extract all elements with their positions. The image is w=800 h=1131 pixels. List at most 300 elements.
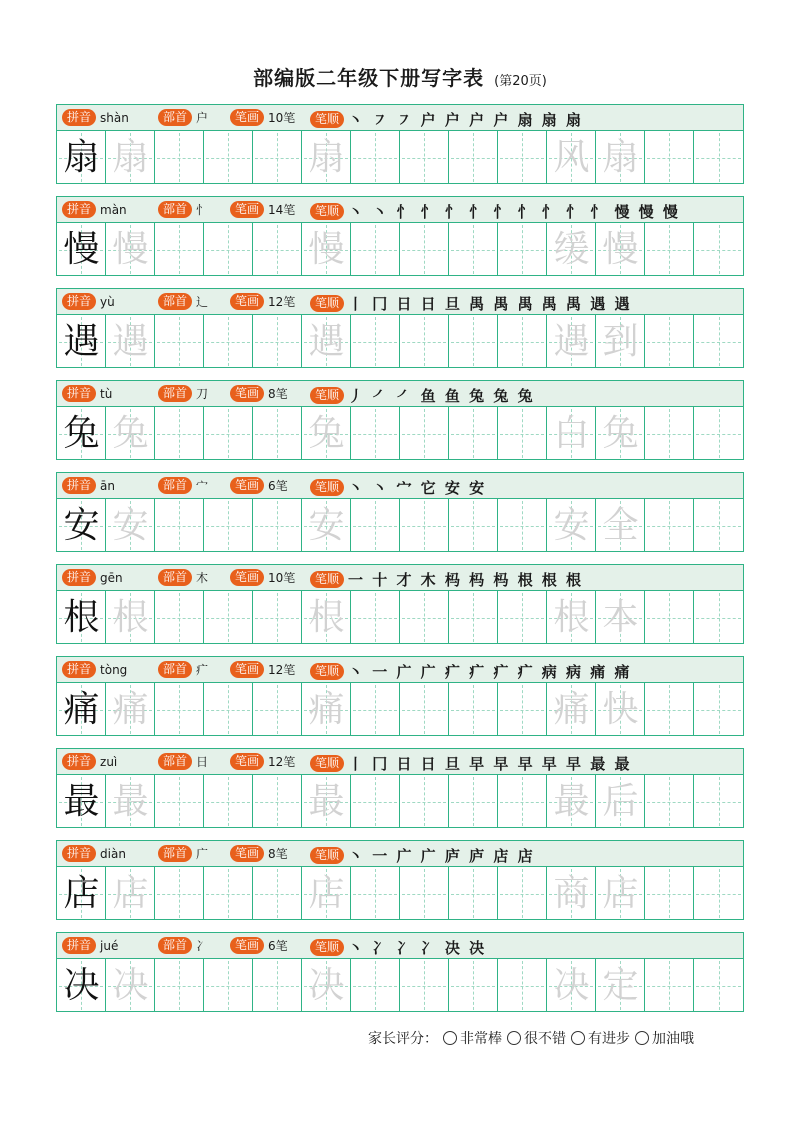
row-header — [57, 381, 743, 407]
radical-value: 日 — [196, 755, 209, 769]
grid-cell[interactable] — [694, 131, 743, 184]
trace-character: 扇 — [112, 137, 149, 178]
trace-word-character: 安 — [553, 505, 590, 546]
grid-cell[interactable] — [57, 867, 106, 920]
writing-grid — [57, 683, 743, 736]
grid-cell[interactable] — [596, 131, 645, 184]
character-row — [56, 104, 744, 184]
radical-value: 忄 — [196, 203, 209, 217]
grid-cell[interactable] — [302, 591, 351, 644]
grid-cell[interactable] — [400, 499, 449, 552]
grid-cell[interactable] — [57, 683, 106, 736]
grid-cell[interactable] — [547, 407, 596, 460]
trace-character: 遇 — [308, 321, 345, 362]
radical-value: 冫 — [196, 939, 209, 953]
grid-cell[interactable] — [498, 131, 547, 184]
grid-cell[interactable] — [694, 591, 743, 644]
stroke-count-value: 14笔 — [268, 203, 296, 217]
stroke-order-value: 丿 ㇒ ㇒ 鱼 鱼 兔 兔 兔 — [348, 387, 535, 405]
writing-grid — [57, 775, 743, 828]
grid-cell[interactable] — [498, 499, 547, 552]
stroke-order-value: 丨 冂 日 日 旦 禺 禺 禺 禺 禺 遇 遇 — [348, 295, 632, 313]
stroke-order-tag: 笔顺 — [310, 203, 344, 220]
trace-word-character: 痛 — [553, 689, 590, 730]
writing-grid — [57, 867, 743, 920]
trace-character: 兔 — [112, 413, 149, 454]
grid-cell[interactable] — [253, 959, 302, 1012]
trace-word-character: 兔 — [602, 413, 639, 454]
rating-radio-2[interactable] — [507, 1031, 521, 1045]
grid-cell[interactable] — [498, 315, 547, 368]
pinyin-tag: 拼音 — [62, 477, 96, 494]
grid-cell[interactable] — [106, 223, 155, 276]
trace-word-character: 店 — [602, 873, 639, 914]
row-header — [57, 657, 743, 683]
grid-cell[interactable] — [302, 407, 351, 460]
grid-cell[interactable] — [57, 499, 106, 552]
grid-cell[interactable] — [204, 775, 253, 828]
grid-cell[interactable] — [596, 407, 645, 460]
grid-cell[interactable] — [596, 683, 645, 736]
grid-cell[interactable] — [449, 407, 498, 460]
grid-cell[interactable] — [253, 223, 302, 276]
stroke-count-value: 12笔 — [268, 755, 296, 769]
row-header — [57, 933, 743, 959]
grid-cell[interactable] — [596, 959, 645, 1012]
grid-cell[interactable] — [106, 683, 155, 736]
stroke-count-tag: 笔画 — [230, 385, 264, 402]
trace-word-character: 快 — [602, 689, 639, 730]
trace-character: 遇 — [112, 321, 149, 362]
rating-option-3: 有进步 — [588, 1031, 630, 1047]
rating-radio-4[interactable] — [635, 1031, 649, 1045]
stroke-count-tag: 笔画 — [230, 845, 264, 862]
pinyin-value: gēn — [100, 570, 123, 585]
character-row — [56, 472, 744, 552]
stroke-count-value: 6笔 — [268, 939, 288, 953]
trace-character: 店 — [112, 873, 149, 914]
trace-word-character: 遇 — [553, 321, 590, 362]
radical-tag: 部首 — [158, 845, 192, 862]
grid-cell[interactable] — [498, 867, 547, 920]
radical-value: 宀 — [196, 479, 209, 493]
parent-rating — [368, 1028, 694, 1048]
rating-option-4: 加油哦 — [652, 1031, 694, 1047]
pinyin-value: zuì — [100, 754, 118, 769]
row-header — [57, 749, 743, 775]
trace-word-character: 缓 — [553, 229, 590, 270]
grid-cell[interactable] — [547, 499, 596, 552]
grid-cell[interactable] — [694, 499, 743, 552]
stroke-count-value: 8笔 — [268, 847, 288, 861]
radical-value: 疒 — [196, 663, 209, 677]
stroke-order-tag: 笔顺 — [310, 295, 344, 312]
grid-cell[interactable] — [498, 683, 547, 736]
grid-cell[interactable] — [400, 959, 449, 1012]
trace-character: 痛 — [112, 689, 149, 730]
stroke-order-value: 一 十 才 木 杩 杩 杩 根 根 根 — [348, 571, 584, 589]
character-row — [56, 840, 744, 920]
pinyin-tag: 拼音 — [62, 661, 96, 678]
stroke-count-tag: 笔画 — [230, 201, 264, 218]
pinyin-tag: 拼音 — [62, 293, 96, 310]
pinyin-tag: 拼音 — [62, 937, 96, 954]
row-header — [57, 565, 743, 591]
radical-tag: 部首 — [158, 753, 192, 770]
trace-character: 扇 — [308, 137, 345, 178]
grid-cell[interactable] — [302, 223, 351, 276]
trace-character: 慢 — [308, 229, 345, 270]
pinyin-value: jué — [100, 938, 119, 953]
grid-cell[interactable] — [253, 315, 302, 368]
trace-character: 安 — [308, 505, 345, 546]
radical-tag: 部首 — [158, 937, 192, 954]
grid-cell[interactable] — [596, 775, 645, 828]
writing-grid — [57, 315, 743, 368]
trace-word-character: 到 — [602, 321, 639, 362]
model-character: 安 — [63, 505, 100, 546]
radical-value: 户 — [196, 111, 209, 125]
stroke-order-tag: 笔顺 — [310, 571, 344, 588]
pinyin-tag: 拼音 — [62, 753, 96, 770]
model-character: 慢 — [63, 229, 100, 270]
grid-cell[interactable] — [645, 315, 694, 368]
grid-cell[interactable] — [645, 683, 694, 736]
character-row — [56, 564, 744, 644]
grid-cell[interactable] — [645, 407, 694, 460]
trace-character: 安 — [112, 505, 149, 546]
stroke-count-value: 6笔 — [268, 479, 288, 493]
grid-cell[interactable] — [106, 591, 155, 644]
grid-cell[interactable] — [155, 591, 204, 644]
grid-cell[interactable] — [400, 131, 449, 184]
grid-cell[interactable] — [547, 591, 596, 644]
grid-cell[interactable] — [204, 131, 253, 184]
grid-cell[interactable] — [302, 683, 351, 736]
trace-character: 兔 — [308, 413, 345, 454]
grid-cell[interactable] — [57, 131, 106, 184]
pinyin-value: màn — [100, 202, 127, 217]
stroke-count-tag: 笔画 — [230, 293, 264, 310]
stroke-order-tag: 笔顺 — [310, 663, 344, 680]
grid-cell[interactable] — [204, 407, 253, 460]
grid-cell[interactable] — [155, 131, 204, 184]
pinyin-tag: 拼音 — [62, 845, 96, 862]
row-header — [57, 473, 743, 499]
pinyin-value: diàn — [100, 846, 126, 861]
grid-cell[interactable] — [302, 775, 351, 828]
grid-cell[interactable] — [106, 775, 155, 828]
grid-cell[interactable] — [400, 775, 449, 828]
rating-label: 家长评分： — [368, 1031, 438, 1047]
grid-cell[interactable] — [155, 867, 204, 920]
grid-cell[interactable] — [547, 223, 596, 276]
stroke-order-tag: 笔顺 — [310, 387, 344, 404]
grid-cell[interactable] — [351, 407, 400, 460]
grid-cell[interactable] — [596, 591, 645, 644]
pinyin-value: shàn — [100, 110, 129, 125]
grid-cell[interactable] — [547, 315, 596, 368]
grid-cell[interactable] — [57, 315, 106, 368]
trace-word-character: 最 — [553, 781, 590, 822]
pinyin-value: ān — [100, 478, 115, 493]
radical-value: 木 — [196, 571, 209, 585]
row-header — [57, 197, 743, 223]
grid-cell[interactable] — [645, 591, 694, 644]
grid-cell[interactable] — [400, 867, 449, 920]
grid-cell[interactable] — [351, 959, 400, 1012]
grid-cell[interactable] — [694, 223, 743, 276]
stroke-order-value: 丶 冫 冫 冫 决 决 — [348, 939, 487, 957]
grid-cell[interactable] — [547, 867, 596, 920]
grid-cell[interactable] — [645, 775, 694, 828]
page-title — [0, 62, 800, 91]
grid-cell[interactable] — [400, 591, 449, 644]
stroke-count-value: 12笔 — [268, 663, 296, 677]
grid-cell[interactable] — [351, 775, 400, 828]
stroke-count-tag: 笔画 — [230, 753, 264, 770]
trace-character: 决 — [308, 965, 345, 1006]
radical-value: 刀 — [196, 387, 209, 401]
grid-cell[interactable] — [645, 223, 694, 276]
trace-character: 慢 — [112, 229, 149, 270]
pinyin-value: tù — [100, 386, 113, 401]
grid-cell[interactable] — [302, 315, 351, 368]
grid-cell[interactable] — [204, 499, 253, 552]
trace-character: 痛 — [308, 689, 345, 730]
grid-cell[interactable] — [302, 499, 351, 552]
model-character: 扇 — [63, 137, 100, 178]
grid-cell[interactable] — [155, 683, 204, 736]
rating-option-2: 很不错 — [524, 1031, 566, 1047]
grid-cell[interactable] — [351, 223, 400, 276]
grid-cell[interactable] — [253, 867, 302, 920]
stroke-order-value: 丶 丶 宀 它 安 安 — [348, 479, 487, 497]
grid-cell[interactable] — [302, 959, 351, 1012]
stroke-order-value: 丶 丶 忄 忄 忄 忄 忄 忄 忄 忄 忄 慢 慢 慢 — [348, 203, 680, 221]
rating-radio-1[interactable] — [443, 1031, 457, 1045]
rating-option-1: 非常棒 — [460, 1031, 502, 1047]
character-row — [56, 656, 744, 736]
model-character: 最 — [63, 781, 100, 822]
grid-cell[interactable] — [694, 867, 743, 920]
trace-word-character: 后 — [602, 781, 639, 822]
grid-cell[interactable] — [106, 867, 155, 920]
grid-cell[interactable] — [449, 499, 498, 552]
grid-cell[interactable] — [302, 867, 351, 920]
grid-cell[interactable] — [449, 959, 498, 1012]
grid-cell[interactable] — [106, 407, 155, 460]
grid-cell[interactable] — [204, 959, 253, 1012]
grid-cell[interactable] — [155, 407, 204, 460]
grid-cell[interactable] — [204, 591, 253, 644]
stroke-order-value: 丨 冂 日 日 旦 早 早 早 早 早 最 最 — [348, 755, 632, 773]
grid-cell[interactable] — [547, 683, 596, 736]
radical-value: 辶 — [196, 295, 209, 309]
grid-cell[interactable] — [547, 775, 596, 828]
model-character: 根 — [63, 597, 100, 638]
grid-cell[interactable] — [596, 499, 645, 552]
page-number: (第20页) — [494, 74, 547, 89]
row-header — [57, 841, 743, 867]
worksheet-title: 部编版二年级下册写字表 — [253, 66, 485, 90]
grid-cell[interactable] — [106, 131, 155, 184]
character-row — [56, 288, 744, 368]
grid-cell[interactable] — [449, 223, 498, 276]
grid-cell[interactable] — [449, 775, 498, 828]
grid-cell[interactable] — [694, 683, 743, 736]
row-header — [57, 105, 743, 131]
model-character: 店 — [63, 873, 100, 914]
grid-cell[interactable] — [351, 499, 400, 552]
grid-cell[interactable] — [253, 775, 302, 828]
grid-cell[interactable] — [155, 499, 204, 552]
grid-cell[interactable] — [204, 223, 253, 276]
character-row — [56, 748, 744, 828]
grid-cell[interactable] — [449, 315, 498, 368]
grid-cell[interactable] — [645, 867, 694, 920]
trace-word-character: 定 — [602, 965, 639, 1006]
grid-cell[interactable] — [253, 591, 302, 644]
grid-cell[interactable] — [351, 867, 400, 920]
grid-cell[interactable] — [498, 775, 547, 828]
grid-cell[interactable] — [547, 959, 596, 1012]
trace-word-character: 本 — [602, 597, 639, 638]
trace-word-character: 风 — [553, 137, 590, 178]
radical-tag: 部首 — [158, 569, 192, 586]
grid-cell[interactable] — [155, 223, 204, 276]
grid-cell[interactable] — [547, 131, 596, 184]
grid-cell[interactable] — [498, 223, 547, 276]
grid-cell[interactable] — [57, 591, 106, 644]
grid-cell[interactable] — [596, 223, 645, 276]
stroke-count-value: 12笔 — [268, 295, 296, 309]
pinyin-tag: 拼音 — [62, 109, 96, 126]
grid-cell[interactable] — [400, 683, 449, 736]
grid-cell[interactable] — [645, 131, 694, 184]
grid-cell[interactable] — [400, 315, 449, 368]
grid-cell[interactable] — [645, 959, 694, 1012]
radical-tag: 部首 — [158, 201, 192, 218]
grid-cell[interactable] — [253, 131, 302, 184]
grid-cell[interactable] — [400, 407, 449, 460]
stroke-count-tag: 笔画 — [230, 937, 264, 954]
grid-cell[interactable] — [694, 315, 743, 368]
trace-character: 店 — [308, 873, 345, 914]
stroke-count-value: 10笔 — [268, 111, 296, 125]
character-row — [56, 196, 744, 276]
grid-cell[interactable] — [302, 131, 351, 184]
grid-cell[interactable] — [253, 407, 302, 460]
trace-character: 根 — [112, 597, 149, 638]
stroke-count-tag: 笔画 — [230, 661, 264, 678]
grid-cell[interactable] — [106, 959, 155, 1012]
grid-cell[interactable] — [106, 315, 155, 368]
grid-cell[interactable] — [155, 959, 204, 1012]
row-header — [57, 289, 743, 315]
grid-cell[interactable] — [645, 499, 694, 552]
grid-cell[interactable] — [351, 683, 400, 736]
grid-cell[interactable] — [449, 591, 498, 644]
grid-cell[interactable] — [449, 867, 498, 920]
stroke-order-value: 丶 ㇇ ㇇ 户 户 户 户 扇 扇 扇 — [348, 111, 584, 129]
pinyin-value: tòng — [100, 662, 128, 677]
writing-grid — [57, 131, 743, 184]
pinyin-tag: 拼音 — [62, 201, 96, 218]
grid-cell[interactable] — [400, 223, 449, 276]
trace-character: 根 — [308, 597, 345, 638]
stroke-order-value: 丶 一 广 广 疒 疒 疒 疒 病 病 痛 痛 — [348, 663, 632, 681]
character-row — [56, 932, 744, 1012]
grid-cell[interactable] — [596, 867, 645, 920]
grid-cell[interactable] — [351, 131, 400, 184]
grid-cell[interactable] — [596, 315, 645, 368]
grid-cell[interactable] — [449, 131, 498, 184]
radical-tag: 部首 — [158, 109, 192, 126]
grid-cell[interactable] — [498, 407, 547, 460]
writing-grid — [57, 223, 743, 276]
radical-tag: 部首 — [158, 661, 192, 678]
stroke-order-tag: 笔顺 — [310, 755, 344, 772]
grid-cell[interactable] — [253, 499, 302, 552]
grid-cell[interactable] — [57, 959, 106, 1012]
grid-cell[interactable] — [253, 683, 302, 736]
grid-cell[interactable] — [694, 959, 743, 1012]
trace-word-character: 根 — [553, 597, 590, 638]
character-row — [56, 380, 744, 460]
writing-grid — [57, 499, 743, 552]
trace-word-character: 扇 — [602, 137, 639, 178]
stroke-order-tag: 笔顺 — [310, 479, 344, 496]
grid-cell[interactable] — [351, 591, 400, 644]
writing-grid — [57, 407, 743, 460]
trace-character: 最 — [112, 781, 149, 822]
grid-cell[interactable] — [498, 959, 547, 1012]
grid-cell[interactable] — [106, 499, 155, 552]
grid-cell[interactable] — [155, 315, 204, 368]
stroke-count-value: 10笔 — [268, 571, 296, 585]
radical-value: 广 — [196, 847, 209, 861]
grid-cell[interactable] — [694, 407, 743, 460]
pinyin-tag: 拼音 — [62, 569, 96, 586]
grid-cell[interactable] — [57, 407, 106, 460]
grid-cell[interactable] — [498, 591, 547, 644]
grid-cell[interactable] — [57, 775, 106, 828]
trace-character: 决 — [112, 965, 149, 1006]
model-character: 兔 — [63, 413, 100, 454]
trace-word-character: 全 — [602, 505, 639, 546]
grid-cell[interactable] — [155, 775, 204, 828]
model-character: 痛 — [63, 689, 100, 730]
pinyin-value: yù — [100, 294, 115, 309]
pinyin-tag: 拼音 — [62, 385, 96, 402]
trace-word-character: 商 — [553, 873, 590, 914]
grid-cell[interactable] — [204, 315, 253, 368]
grid-cell[interactable] — [204, 683, 253, 736]
grid-cell[interactable] — [694, 775, 743, 828]
grid-cell[interactable] — [351, 315, 400, 368]
grid-cell[interactable] — [57, 223, 106, 276]
trace-word-character: 白 — [553, 413, 590, 454]
stroke-order-tag: 笔顺 — [310, 111, 344, 128]
grid-cell[interactable] — [449, 683, 498, 736]
grid-cell[interactable] — [204, 867, 253, 920]
stroke-count-value: 8笔 — [268, 387, 288, 401]
stroke-count-tag: 笔画 — [230, 569, 264, 586]
trace-word-character: 慢 — [602, 229, 639, 270]
rating-radio-3[interactable] — [571, 1031, 585, 1045]
trace-character: 最 — [308, 781, 345, 822]
